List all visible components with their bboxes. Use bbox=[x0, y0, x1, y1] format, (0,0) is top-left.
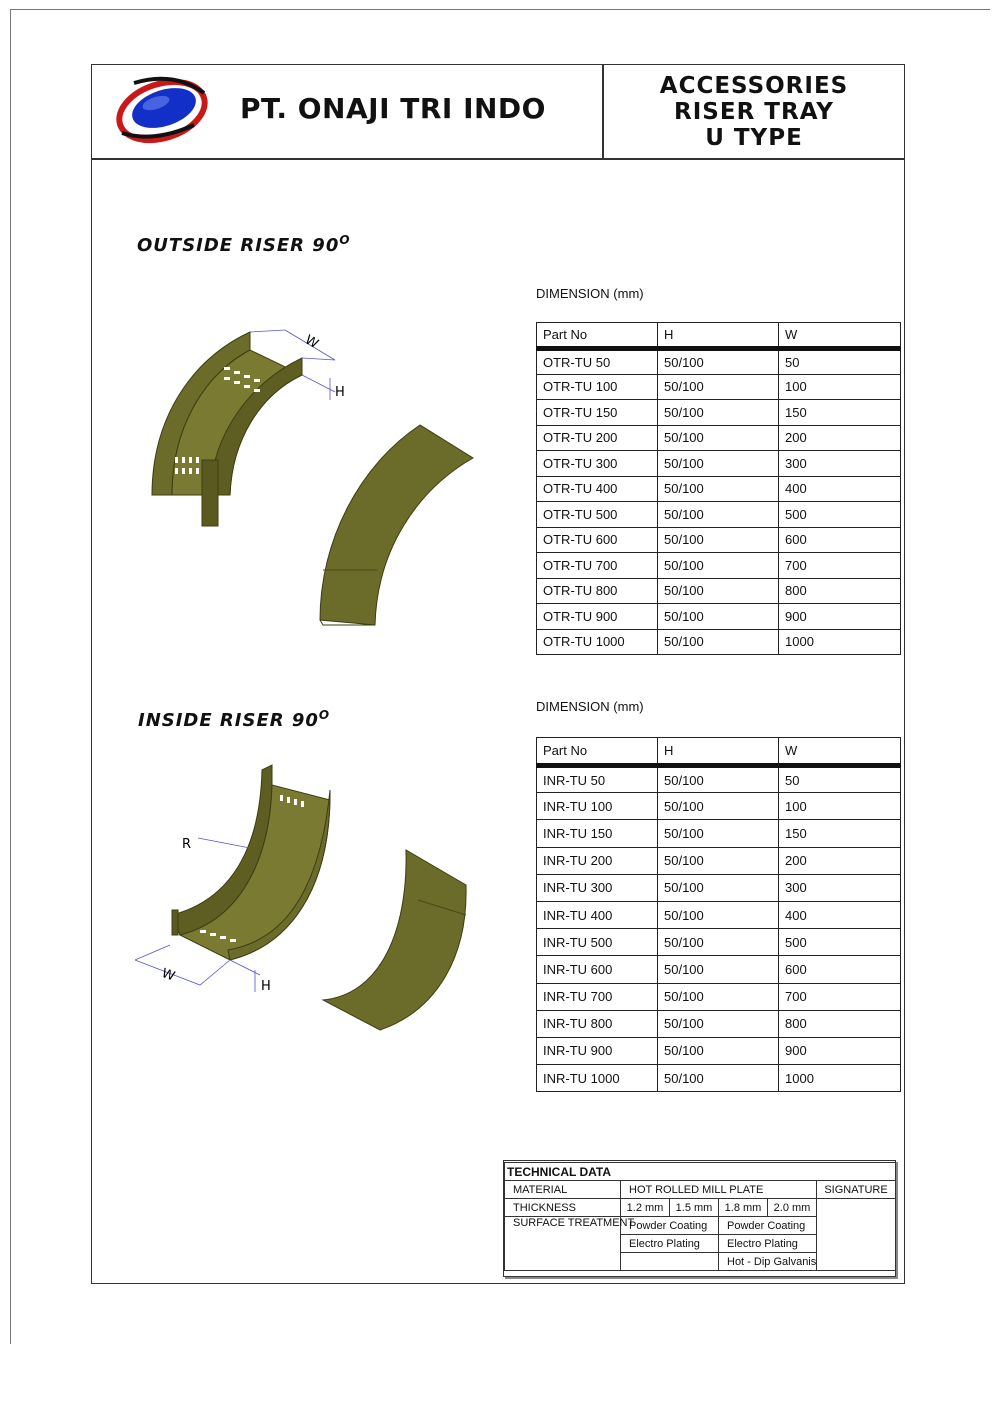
title-line-3: U TYPE bbox=[705, 125, 803, 151]
dimension-w-label: W bbox=[159, 966, 177, 985]
company-name: PT. ONAJI TRI INDO bbox=[240, 92, 546, 125]
table-row bbox=[537, 553, 901, 579]
table-row bbox=[537, 901, 901, 928]
w-cell: 50 bbox=[779, 349, 901, 375]
title-line-1: ACCESSORIES bbox=[659, 73, 849, 99]
h-cell: 50/100 bbox=[658, 956, 779, 983]
surface-treatment-value bbox=[621, 1253, 719, 1271]
w-cell: 900 bbox=[779, 604, 901, 630]
dimension-w-label: W bbox=[302, 332, 321, 352]
header bbox=[92, 65, 904, 160]
h-cell: 50/100 bbox=[658, 874, 779, 901]
h-cell: 50/100 bbox=[658, 578, 779, 604]
h-cell: 50/100 bbox=[658, 400, 779, 426]
thickness-value: 1.5 mm bbox=[670, 1199, 719, 1217]
surface-treatment-value: Electro Plating bbox=[719, 1235, 817, 1253]
outside-riser-title bbox=[137, 233, 351, 256]
table-row bbox=[537, 1065, 901, 1092]
table-row bbox=[537, 476, 901, 502]
part-no-cell: INR-TU 100 bbox=[537, 793, 658, 820]
h-cell: 50/100 bbox=[658, 983, 779, 1010]
outside-riser-cover-drawing bbox=[315, 420, 480, 630]
technical-data-table bbox=[504, 1162, 896, 1271]
degree-mark: O bbox=[339, 233, 351, 247]
outside-dimension-label: DIMENSION (mm) bbox=[536, 286, 644, 301]
h-cell: 50/100 bbox=[658, 374, 779, 400]
part-no-cell: OTR-TU 700 bbox=[537, 553, 658, 579]
column-header-h: H bbox=[658, 738, 779, 766]
title-line-2: RISER TRAY bbox=[674, 99, 834, 125]
w-cell: 100 bbox=[779, 793, 901, 820]
part-no-cell: OTR-TU 200 bbox=[537, 425, 658, 451]
w-cell: 700 bbox=[779, 983, 901, 1010]
material-value: HOT ROLLED MILL PLATE bbox=[621, 1181, 817, 1199]
h-cell: 50/100 bbox=[658, 476, 779, 502]
w-cell: 600 bbox=[779, 956, 901, 983]
table-row bbox=[537, 1037, 901, 1064]
w-cell: 1000 bbox=[779, 1065, 901, 1092]
table-row bbox=[537, 983, 901, 1010]
w-cell: 800 bbox=[779, 578, 901, 604]
w-cell: 1000 bbox=[779, 629, 901, 655]
part-no-cell: INR-TU 800 bbox=[537, 1010, 658, 1037]
thickness-value: 1.2 mm bbox=[621, 1199, 670, 1217]
part-no-cell: OTR-TU 600 bbox=[537, 527, 658, 553]
h-cell: 50/100 bbox=[658, 553, 779, 579]
table-row bbox=[537, 766, 901, 793]
h-cell: 50/100 bbox=[658, 604, 779, 630]
table-row bbox=[537, 451, 901, 477]
part-no-cell: INR-TU 150 bbox=[537, 820, 658, 847]
table-row bbox=[537, 847, 901, 874]
part-no-cell: INR-TU 50 bbox=[537, 766, 658, 793]
column-header-w: W bbox=[779, 738, 901, 766]
inside-dimension-label: DIMENSION (mm) bbox=[536, 699, 644, 714]
table-row bbox=[537, 929, 901, 956]
part-no-cell: INR-TU 600 bbox=[537, 956, 658, 983]
h-cell: 50/100 bbox=[658, 1065, 779, 1092]
part-no-cell: OTR-TU 500 bbox=[537, 502, 658, 528]
inside-riser-drawing bbox=[130, 760, 345, 1000]
h-cell: 50/100 bbox=[658, 766, 779, 793]
part-no-cell: OTR-TU 100 bbox=[537, 374, 658, 400]
part-no-cell: OTR-TU 300 bbox=[537, 451, 658, 477]
column-header-part-no: Part No bbox=[537, 738, 658, 766]
table-row bbox=[537, 349, 901, 375]
column-header-w: W bbox=[779, 323, 901, 349]
material-label: MATERIAL bbox=[505, 1181, 621, 1199]
w-cell: 800 bbox=[779, 1010, 901, 1037]
h-cell: 50/100 bbox=[658, 425, 779, 451]
technical-data-heading: TECHNICAL DATA bbox=[505, 1163, 896, 1181]
surface-treatment-value: Hot - Dip Galvanis bbox=[719, 1253, 817, 1271]
w-cell: 200 bbox=[779, 847, 901, 874]
surface-treatment-value: Powder Coating bbox=[621, 1217, 719, 1235]
part-no-cell: OTR-TU 400 bbox=[537, 476, 658, 502]
surface-treatment-value: Electro Plating bbox=[621, 1235, 719, 1253]
w-cell: 50 bbox=[779, 766, 901, 793]
inside-riser-title-text: INSIDE RISER 90 bbox=[138, 710, 319, 731]
h-cell: 50/100 bbox=[658, 929, 779, 956]
signature-box bbox=[817, 1199, 896, 1271]
part-no-cell: INR-TU 400 bbox=[537, 901, 658, 928]
w-cell: 900 bbox=[779, 1037, 901, 1064]
h-cell: 50/100 bbox=[658, 793, 779, 820]
w-cell: 400 bbox=[779, 901, 901, 928]
inside-dimension-table bbox=[536, 737, 901, 1092]
w-cell: 200 bbox=[779, 425, 901, 451]
part-no-cell: INR-TU 1000 bbox=[537, 1065, 658, 1092]
part-no-cell: OTR-TU 150 bbox=[537, 400, 658, 426]
part-no-cell: OTR-TU 900 bbox=[537, 604, 658, 630]
dimension-h-label: H bbox=[335, 385, 345, 400]
table-row bbox=[537, 1010, 901, 1037]
page-edge-top bbox=[10, 9, 990, 10]
table-row bbox=[537, 527, 901, 553]
thickness-label: THICKNESS bbox=[505, 1199, 621, 1217]
table-row bbox=[537, 956, 901, 983]
h-cell: 50/100 bbox=[658, 901, 779, 928]
column-header-part-no: Part No bbox=[537, 323, 658, 349]
table-row bbox=[537, 793, 901, 820]
table-row bbox=[537, 820, 901, 847]
w-cell: 500 bbox=[779, 502, 901, 528]
h-cell: 50/100 bbox=[658, 349, 779, 375]
h-cell: 50/100 bbox=[658, 451, 779, 477]
w-cell: 600 bbox=[779, 527, 901, 553]
inside-riser-cover-drawing bbox=[318, 845, 473, 1035]
part-no-cell: INR-TU 300 bbox=[537, 874, 658, 901]
w-cell: 700 bbox=[779, 553, 901, 579]
w-cell: 150 bbox=[779, 820, 901, 847]
company-logo bbox=[114, 73, 210, 145]
column-header-h: H bbox=[658, 323, 779, 349]
w-cell: 100 bbox=[779, 374, 901, 400]
h-cell: 50/100 bbox=[658, 629, 779, 655]
table-row bbox=[537, 502, 901, 528]
h-cell: 50/100 bbox=[658, 502, 779, 528]
document-title bbox=[604, 73, 904, 151]
surface-treatment-value: Powder Coating bbox=[719, 1217, 817, 1235]
dimension-h-label: H bbox=[261, 979, 271, 994]
w-cell: 300 bbox=[779, 451, 901, 477]
table-row bbox=[537, 425, 901, 451]
table-row bbox=[537, 374, 901, 400]
inside-riser-title bbox=[138, 708, 330, 731]
w-cell: 500 bbox=[779, 929, 901, 956]
part-no-cell: INR-TU 900 bbox=[537, 1037, 658, 1064]
h-cell: 50/100 bbox=[658, 1010, 779, 1037]
thickness-value: 2.0 mm bbox=[768, 1199, 817, 1217]
signature-label: SIGNATURE bbox=[817, 1181, 896, 1199]
part-no-cell: OTR-TU 1000 bbox=[537, 629, 658, 655]
part-no-cell: INR-TU 500 bbox=[537, 929, 658, 956]
table-row bbox=[537, 874, 901, 901]
w-cell: 400 bbox=[779, 476, 901, 502]
degree-mark: O bbox=[318, 708, 331, 722]
part-no-cell: INR-TU 200 bbox=[537, 847, 658, 874]
w-cell: 300 bbox=[779, 874, 901, 901]
table-row bbox=[537, 629, 901, 655]
table-row bbox=[537, 400, 901, 426]
part-no-cell: OTR-TU 50 bbox=[537, 349, 658, 375]
thickness-value: 1.8 mm bbox=[719, 1199, 768, 1217]
surface-treatment-label: SURFACE TREATMENT bbox=[505, 1217, 621, 1271]
table-row bbox=[537, 604, 901, 630]
table-row bbox=[537, 578, 901, 604]
h-cell: 50/100 bbox=[658, 1037, 779, 1064]
h-cell: 50/100 bbox=[658, 847, 779, 874]
page-edge-left bbox=[10, 9, 11, 1344]
outside-riser-title-text: OUTSIDE RISER 90 bbox=[137, 235, 340, 256]
h-cell: 50/100 bbox=[658, 820, 779, 847]
part-no-cell: INR-TU 700 bbox=[537, 983, 658, 1010]
dimension-r-label: R bbox=[182, 837, 192, 852]
part-no-cell: OTR-TU 800 bbox=[537, 578, 658, 604]
h-cell: 50/100 bbox=[658, 527, 779, 553]
w-cell: 150 bbox=[779, 400, 901, 426]
outside-dimension-table bbox=[536, 322, 901, 655]
